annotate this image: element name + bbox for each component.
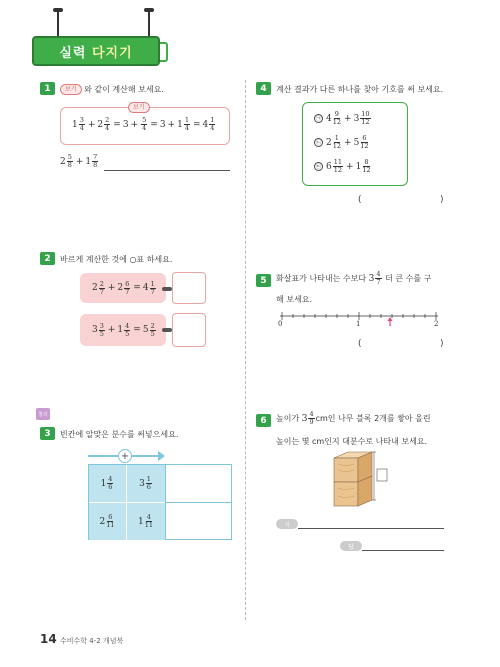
q3-arrow-head — [158, 451, 165, 461]
q2-row-1-answer-box[interactable] — [172, 272, 206, 304]
sign-hook-right — [144, 8, 154, 12]
q2-row-2-answer-box[interactable] — [172, 313, 206, 347]
question-6-text-line2: 높이는 몇 cm인지 대분수로 나타내 보세요. — [276, 437, 428, 446]
column-divider — [245, 80, 246, 620]
number-line-tick-1: 1 — [356, 320, 361, 328]
creative-badge: 창의 — [36, 408, 50, 420]
question-1-instruction: 와 같이 계산해 보세요. — [84, 85, 164, 94]
q2-row-2: 3 $\frac{3}{5}$ + 1 $\frac{4}{5}$ = 5 $\frac{2}{5}$ — [80, 314, 166, 346]
formula-answer-line[interactable] — [298, 528, 444, 529]
number-line-tick-0: 0 — [278, 320, 283, 328]
q5-answer-close: ) — [440, 339, 444, 349]
q4-option-1: ㉠ 4 $\frac{9}{12}$ + 3 $\frac{10}{12}$ — [315, 110, 370, 126]
example-frac-a: 1 $\frac{3}{4}$ — [72, 116, 84, 132]
q3-cell-2: 3 $\frac{1}{6}$ — [127, 465, 165, 503]
question-5-text-line2: 해 보세요. — [276, 295, 312, 304]
q4-option-2: ㉡ 2 $\frac{1}{12}$ + 5 $\frac{6}{12}$ — [315, 134, 369, 150]
section-title — [32, 36, 160, 66]
example-frac-b: 2 $\frac{2}{4}$ — [97, 116, 110, 132]
wooden-blocks-illustration — [326, 450, 390, 512]
sign-hook-left — [53, 8, 63, 12]
q2-row-2-connector — [162, 328, 172, 332]
example-equation: 1 $\frac{3}{4}$ + 2 $\frac{2}{4}$ = 3 + $\frac{5}{4}$ = 3 + 1 $\frac{1}{4}$ = 4 $\frac{1}{4}$ — [72, 116, 215, 132]
q2-row-1-connector — [162, 287, 172, 291]
book-title: 수비수학 4-2 개념북 — [60, 637, 124, 645]
question-number-1: 1 — [40, 82, 55, 95]
question-number-5: 5 — [256, 274, 271, 287]
q4-answer-open: ( — [358, 195, 362, 205]
q3-blank-cell-1[interactable] — [165, 465, 231, 503]
answer-label: 답 — [340, 541, 362, 551]
title-part2: 다지기 — [91, 45, 133, 61]
q4-answer-blank[interactable] — [366, 193, 438, 207]
q5-answer-blank[interactable] — [366, 337, 438, 351]
question-6-text: 높이가 3 $\frac{4}{9}$ cm인 나무 블록 2개를 쌓아 올린 — [276, 410, 431, 426]
q3-cell-1: 1 $\frac{4}{6}$ — [89, 465, 127, 503]
question-number-2: 2 — [40, 252, 55, 265]
final-answer-line[interactable] — [362, 550, 444, 551]
q3-plus-circle: + — [118, 449, 132, 463]
question-4-text: 계산 결과가 다른 하나를 찾아 기호를 써 보세요. — [276, 85, 444, 94]
question-number-3: 3 — [40, 427, 55, 440]
q4-option-3: ㉢ 6 $\frac{11}{12}$ + 1 $\frac{8}{12}$ — [315, 158, 371, 174]
example-box-label: 보기 — [128, 102, 150, 113]
bogi-badge: 보기 — [60, 84, 82, 95]
q1-problem: 2 $\frac{5}{8}$ + 1 $\frac{7}{8}$ — [60, 153, 98, 169]
q5-answer-open: ( — [358, 339, 362, 349]
number-line-arrow-label: 1 — [388, 320, 393, 328]
formula-label: 식 — [276, 519, 298, 529]
page-number: 14 — [40, 632, 57, 646]
q3-cell-3: 2 $\frac{6}{11}$ — [89, 503, 127, 540]
question-5-text: 화살표가 나타내는 수보다 3 $\frac{4}{7}$ 더 큰 수를 구 — [276, 270, 432, 286]
question-number-4: 4 — [256, 82, 271, 95]
q2-row-1: 2 $\frac{2}{7}$ + 2 $\frac{6}{7}$ = 4 $\frac{1}{7}$ — [80, 273, 166, 303]
question-3-text: 빈칸에 알맞은 분수를 써넣으세요. — [60, 430, 179, 439]
title-part1: 실력 — [59, 45, 87, 61]
number-line-tick-2: 2 — [434, 320, 439, 328]
q3-cell-4: 1 $\frac{4}{11}$ — [127, 503, 165, 540]
question-number-6: 6 — [256, 414, 271, 427]
q3-grid — [88, 464, 232, 540]
q3-blank-cell-2[interactable] — [165, 503, 231, 540]
q4-answer-close: ) — [440, 195, 444, 205]
q1-answer-line[interactable] — [104, 170, 230, 171]
question-1-text — [60, 84, 164, 95]
question-2-text: 바르게 계산한 것에 ○표 하세요. — [60, 255, 173, 264]
